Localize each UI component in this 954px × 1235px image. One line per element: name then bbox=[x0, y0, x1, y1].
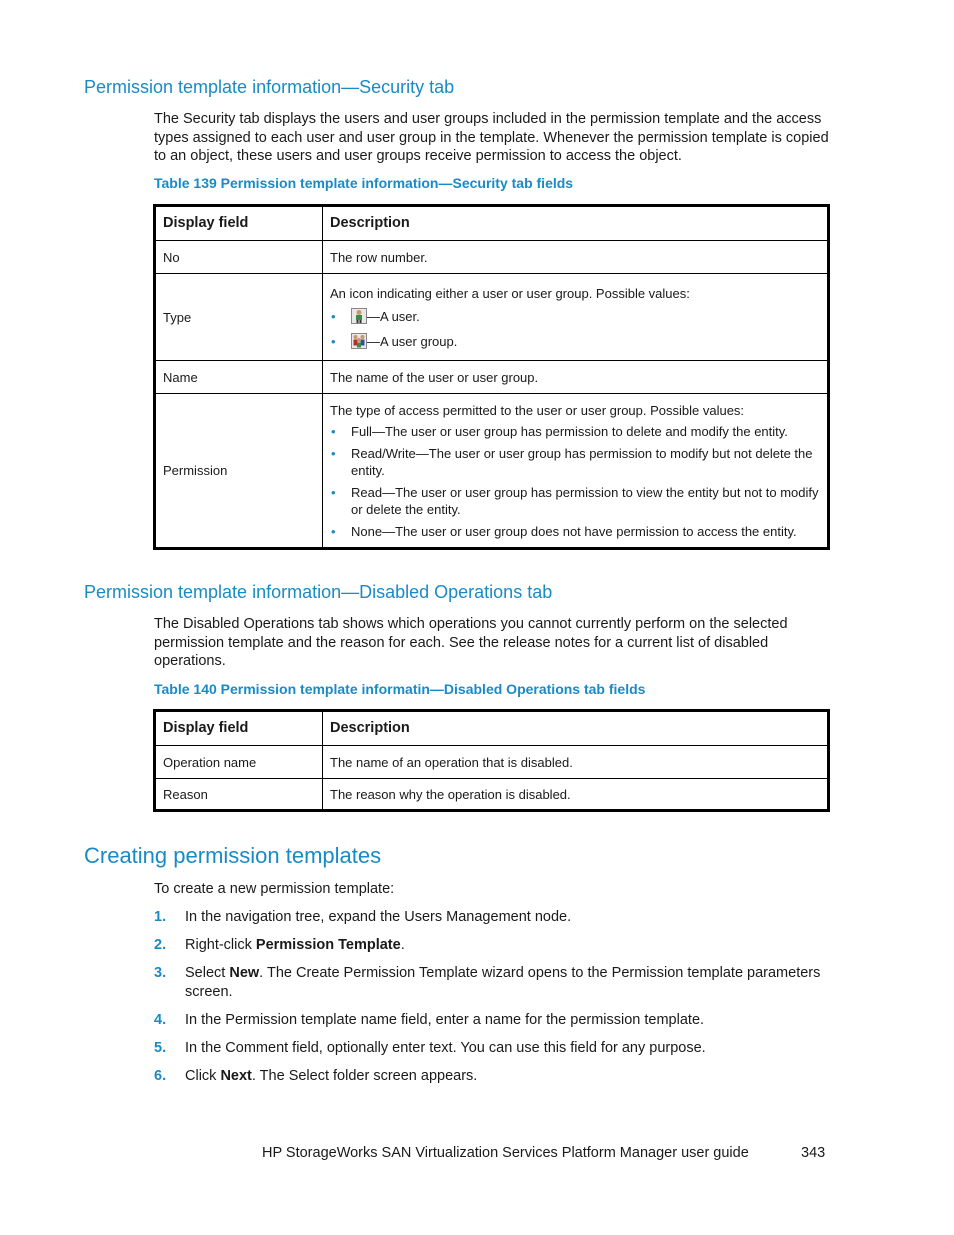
description-cell: The name of an operation that is disabled. bbox=[323, 746, 829, 779]
list-item bbox=[154, 936, 834, 955]
table-row bbox=[155, 394, 829, 549]
creating-intro: To create a new permission template: bbox=[154, 881, 395, 897]
type-values-list bbox=[330, 308, 820, 350]
list-item bbox=[330, 523, 820, 540]
list-item bbox=[154, 908, 834, 927]
step-text: In the Permission template name field, enter a name for the permission template. bbox=[185, 1011, 705, 1028]
list-item bbox=[330, 445, 820, 479]
permission-full-text: Full—The user or user group has permission to delete and modify the entity. bbox=[351, 423, 788, 439]
permission-read-write-text: Read/Write—The user or user group has permission to modify but not delete the entity. bbox=[351, 445, 813, 478]
user-group-icon bbox=[351, 333, 367, 349]
step-text: In the navigation tree, expand the Users Management node. bbox=[185, 909, 572, 925]
permission-values-list bbox=[330, 423, 820, 540]
footer-title: HP StorageWorks SAN Virtualization Services Platform Manager user guide bbox=[262, 1145, 749, 1161]
list-item bbox=[154, 1011, 834, 1030]
table-header-description: Description bbox=[323, 206, 829, 241]
section-heading-security-tab: Permission template information—Security tab bbox=[84, 77, 455, 97]
table-row bbox=[155, 361, 829, 394]
table-139-caption: Table 139 Permission template information—Security tab fields bbox=[154, 175, 574, 191]
step-text: . bbox=[400, 937, 405, 953]
bullet-icon: • bbox=[331, 523, 336, 539]
step-bold-text: New bbox=[229, 965, 260, 981]
step-number: 1. bbox=[154, 909, 167, 925]
section-heading-creating-permission-templates: Creating permission templates bbox=[84, 843, 382, 868]
step-number: 5. bbox=[154, 1039, 167, 1056]
page-number: 343 bbox=[801, 1145, 826, 1161]
user-icon bbox=[351, 308, 367, 324]
security-tab-paragraph: The Security tab displays the users and user groups included in the permission template and the access types assigned to each user and user group in the template. Whenever the permission template is copied to an object, these users and user groups receive permission to access the object. bbox=[154, 111, 829, 164]
permission-read-text: Read—The user or user group has permission to view the entity but not to modify or delete the entity. bbox=[351, 484, 819, 517]
description-cell bbox=[323, 394, 829, 549]
bullet-icon: • bbox=[331, 308, 336, 324]
disabled-operations-paragraph: The Disabled Operations tab shows which operations you cannot currently perform on the selected permission template and the reason for each. See the release notes for a current list of disabled operations. bbox=[154, 616, 788, 669]
list-item bbox=[330, 484, 820, 518]
field-cell: Reason bbox=[155, 779, 323, 811]
list-item bbox=[154, 1067, 834, 1086]
type-user-text: —A user. bbox=[367, 308, 420, 324]
permission-none-text: None—The user or user group does not have permission to access the entity. bbox=[351, 523, 797, 539]
step-number: 6. bbox=[154, 1067, 167, 1084]
description-intro: An icon indicating either a user or user group. Possible values: bbox=[330, 285, 690, 301]
step-text: Right-click bbox=[185, 937, 256, 953]
step-bold-text: Permission Template bbox=[255, 937, 401, 953]
field-cell: Name bbox=[155, 361, 323, 394]
table-row bbox=[155, 274, 829, 361]
step-number: 4. bbox=[154, 1011, 167, 1028]
list-item bbox=[154, 964, 834, 1001]
table-row bbox=[155, 779, 829, 811]
description-cell: The reason why the operation is disabled. bbox=[323, 779, 829, 811]
table-header-display-field: Display field bbox=[155, 206, 323, 241]
step-text: Select bbox=[185, 965, 230, 981]
list-item bbox=[330, 333, 820, 350]
step-number: 2. bbox=[154, 937, 167, 953]
step-text: . The Create Permission Template wizard opens to the Permission template parameters screen. bbox=[185, 965, 821, 1000]
field-cell: No bbox=[155, 241, 323, 274]
disabled-operations-table bbox=[153, 709, 830, 812]
description-cell: The row number. bbox=[323, 241, 829, 274]
section-heading-disabled-operations-tab: Permission template information—Disabled Operations tab bbox=[84, 582, 553, 602]
list-item bbox=[330, 308, 820, 325]
bullet-icon: • bbox=[331, 333, 336, 349]
list-item bbox=[330, 423, 820, 440]
field-cell: Operation name bbox=[155, 746, 323, 779]
table-header-display-field: Display field bbox=[155, 711, 323, 746]
field-cell: Permission bbox=[155, 394, 323, 549]
bullet-icon: • bbox=[331, 445, 336, 461]
step-bold-text: Next bbox=[220, 1067, 252, 1084]
list-item bbox=[154, 1039, 834, 1058]
table-140-caption: Table 140 Permission template informatin—Disabled Operations tab fields bbox=[154, 681, 646, 697]
description-cell: The name of the user or user group. bbox=[323, 361, 829, 394]
table-header-description: Description bbox=[323, 711, 829, 746]
field-cell: Type bbox=[155, 274, 323, 361]
description-cell bbox=[323, 274, 829, 361]
type-user-group-text: —A user group. bbox=[367, 333, 458, 349]
bullet-icon: • bbox=[331, 484, 336, 500]
table-row bbox=[155, 241, 829, 274]
step-text: . The Select folder screen appears. bbox=[251, 1067, 478, 1084]
step-number: 3. bbox=[154, 965, 167, 981]
description-intro: The type of access permitted to the user or user group. Possible values: bbox=[330, 402, 745, 418]
security-tab-table bbox=[153, 204, 830, 550]
step-text: Click bbox=[185, 1067, 221, 1084]
step-text: In the Comment field, optionally enter text. You can use this field for any purpose. bbox=[185, 1039, 706, 1056]
creation-steps-list bbox=[154, 908, 834, 1085]
table-row bbox=[155, 746, 829, 779]
bullet-icon: • bbox=[331, 423, 336, 439]
